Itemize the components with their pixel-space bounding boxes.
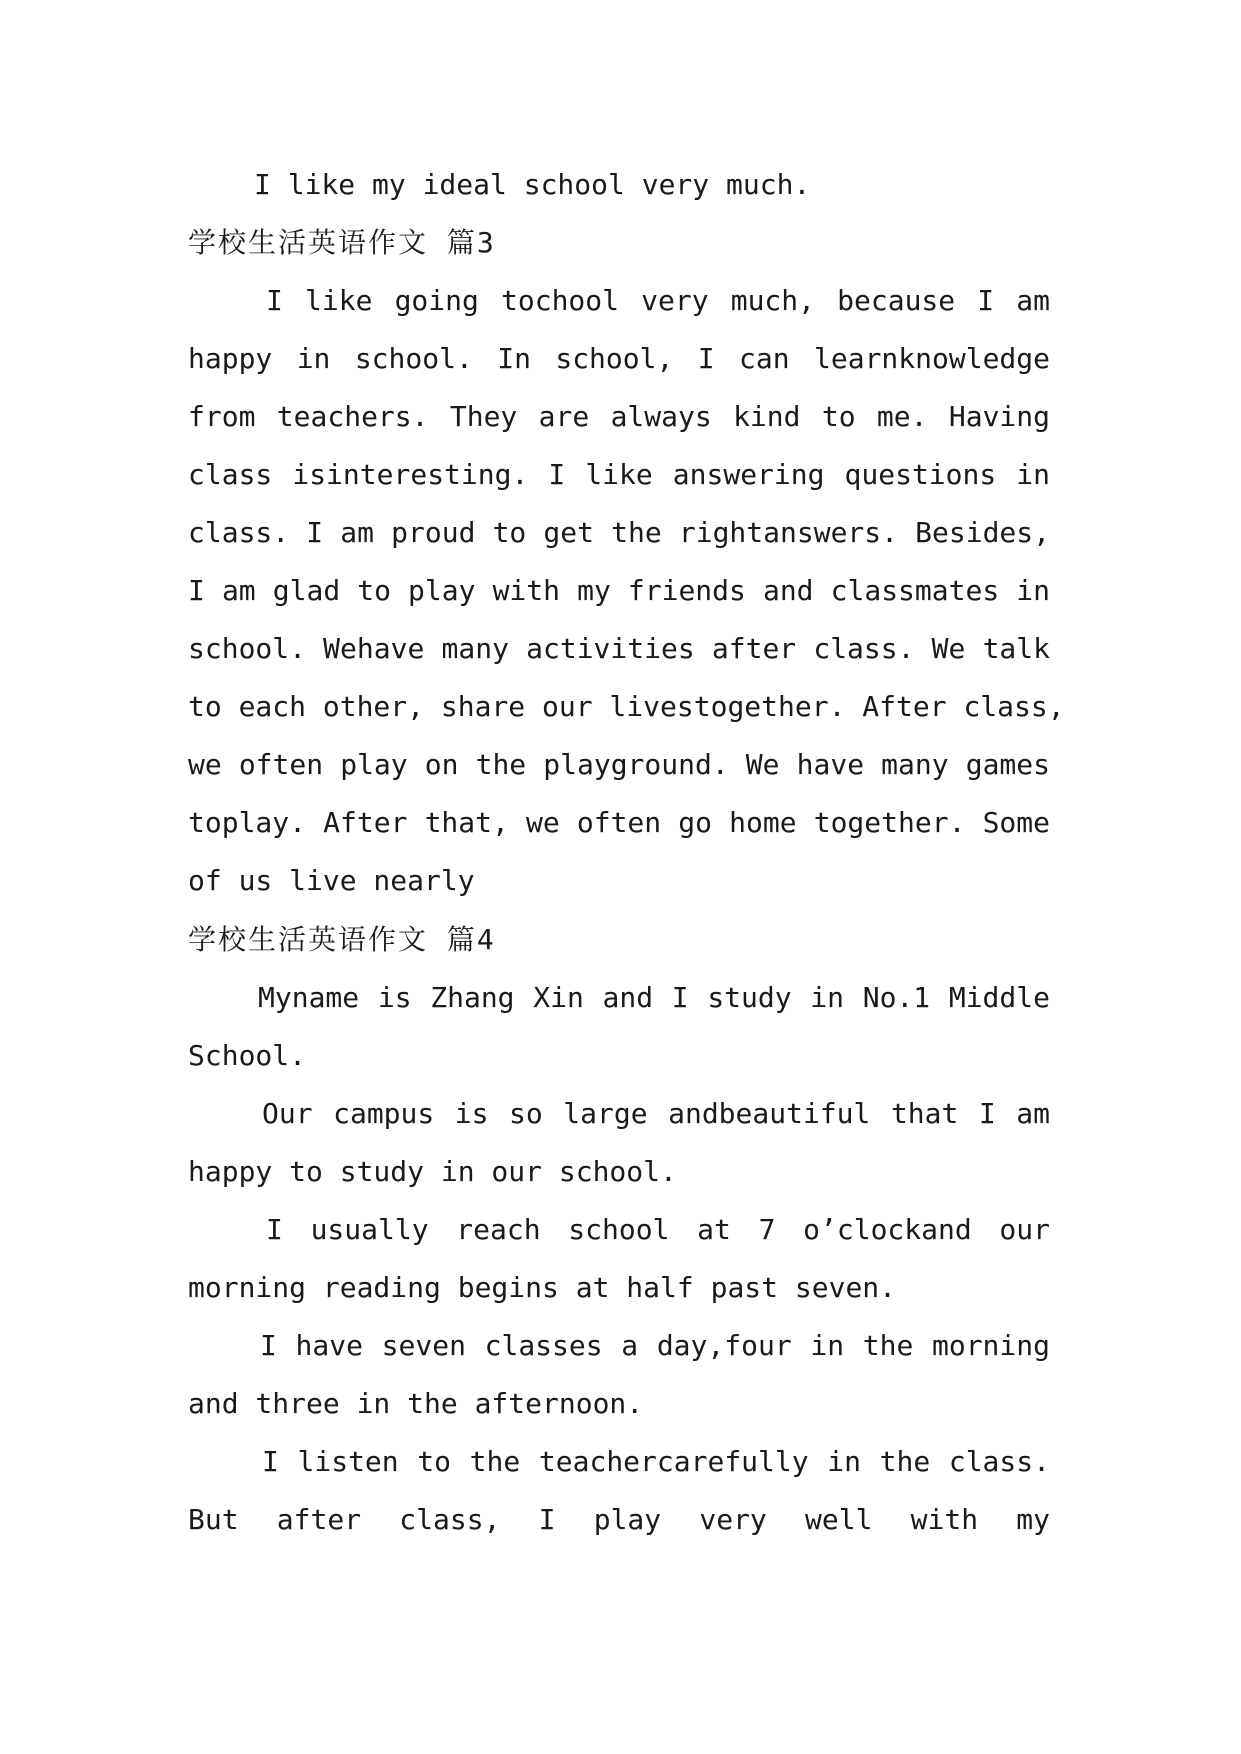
paragraph-line: I have seven classes a day,four in the morning (260, 1329, 1050, 1362)
paragraph-line: I like going tochool very much, because I am (266, 284, 1050, 317)
paragraph-line: I usually reach school at 7 o’clockand our (266, 1213, 1050, 1246)
paragraph-line: class isinteresting. I like answering questions in (188, 458, 1050, 491)
section-heading: 学校生活英语作文 篇4 (188, 923, 496, 956)
paragraph-line: school. Wehave many activities after class. We talk (188, 632, 1050, 665)
paragraph-line: happy in school. In school, I can learnknowledge (188, 342, 1050, 375)
paragraph-line: of us live nearly (188, 864, 475, 897)
paragraph-line: I listen to the teachercarefully in the class. (262, 1445, 1050, 1478)
paragraph-line: to each other, share our livestogether. After class, (188, 690, 1065, 723)
paragraph-line: Myname is Zhang Xin and I study in No.1 Middle (258, 981, 1050, 1014)
paragraph-line: we often play on the playground. We have many games (188, 748, 1050, 781)
paragraph-line: toplay. After that, we often go home together. Some (188, 806, 1050, 839)
paragraph-line: from teachers. They are always kind to me. Having (188, 400, 1050, 433)
paragraph-line: Our campus is so large andbeautiful that I am (262, 1097, 1050, 1130)
paragraph-line: I am glad to play with my friends and classmates in (188, 574, 1050, 607)
paragraph-line: class. I am proud to get the rightanswers. Besides, (188, 516, 1050, 549)
paragraph-line: But after class, I play very well with my (188, 1503, 1050, 1536)
paragraph-line: morning reading begins at half past seven. (188, 1271, 897, 1304)
paragraph-line: and three in the afternoon. (188, 1387, 644, 1420)
paragraph-line: happy to study in our school. (188, 1155, 677, 1188)
paragraph-line: School. (188, 1039, 307, 1072)
section-heading: 学校生活英语作文 篇3 (188, 226, 496, 259)
paragraph-line: I like my ideal school very much. (254, 168, 811, 201)
